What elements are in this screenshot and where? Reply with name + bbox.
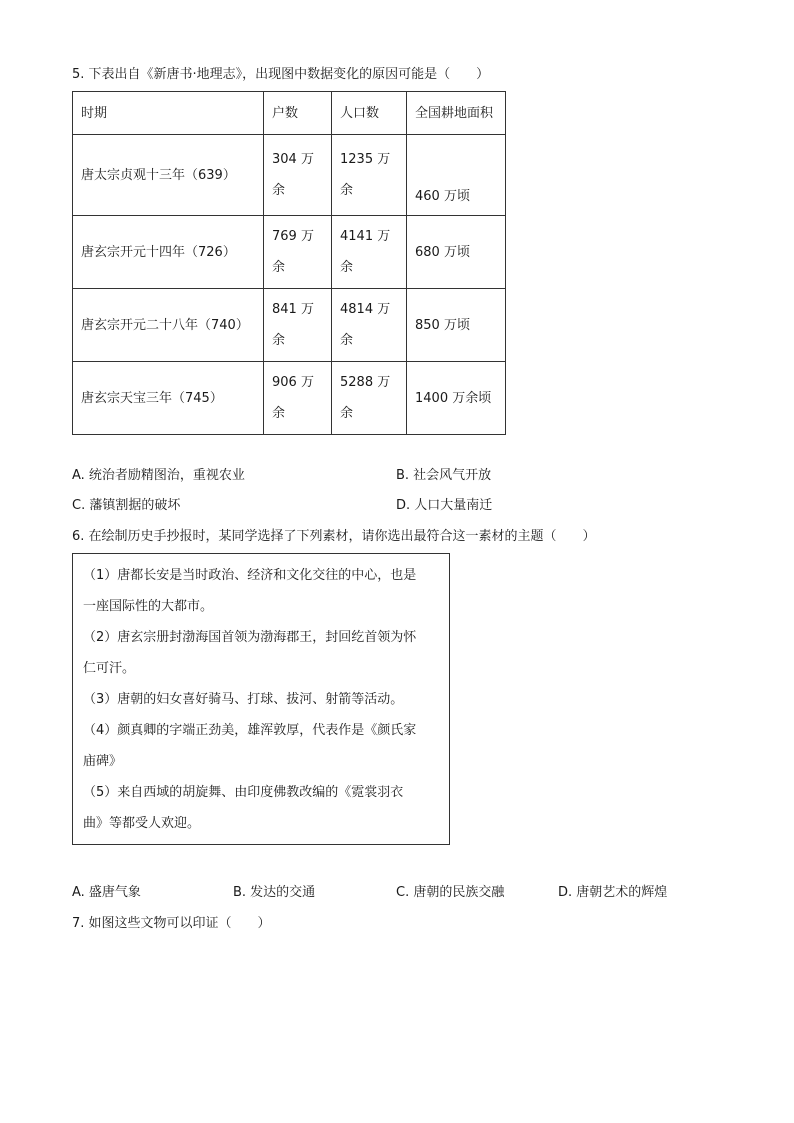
- q5-option-c[interactable]: C. 藩镇割据的破坏: [72, 498, 181, 513]
- question-5-stem: 5. 下表出自《新唐书·地理志》，出现图中数据变化的原因可能是（ ）: [72, 67, 490, 82]
- data-table: [72, 91, 506, 435]
- table-cell-period: 唐玄宗天宝三年（745）: [73, 362, 264, 435]
- material-line: （5）来自西域的胡旋舞、由印度佛教改编的《霓裳羽衣: [83, 785, 404, 800]
- table-cell-population: 4814 万 余: [332, 289, 407, 362]
- material-box: [72, 553, 450, 845]
- table-cell-period: 唐太宗贞观十三年（639）: [73, 135, 264, 216]
- table-row: [73, 289, 506, 362]
- table-cell-farmland: 680 万顷: [407, 216, 506, 289]
- q5-option-b[interactable]: B. 社会风气开放: [396, 468, 492, 483]
- q6-option-b[interactable]: B. 发达的交通: [233, 885, 316, 900]
- table-cell-population: 4141 万 余: [332, 216, 407, 289]
- q6-option-d[interactable]: D. 唐朝艺术的辉煌: [558, 885, 668, 900]
- question-7-stem: 7. 如图这些文物可以印证（ ）: [72, 916, 271, 931]
- q5-option-a[interactable]: A. 统治者励精图治，重视农业: [72, 468, 245, 483]
- table-cell-period: 唐玄宗开元二十八年（740）: [73, 289, 264, 362]
- table-row: [73, 216, 506, 289]
- table-row: [73, 362, 506, 435]
- q5-option-d[interactable]: D. 人口大量南迁: [396, 498, 493, 513]
- table-cell-farmland: 460 万顷: [407, 135, 506, 216]
- table-header-period: 时期: [73, 92, 264, 135]
- q6-option-a[interactable]: A. 盛唐气象: [72, 885, 141, 900]
- table-cell-households: 906 万 余: [264, 362, 332, 435]
- table-cell-farmland: 1400 万余顷: [407, 362, 506, 435]
- material-line: 曲》等都受人欢迎。: [83, 816, 201, 831]
- material-line: 仁可汗。: [83, 661, 136, 676]
- table-cell-period: 唐玄宗开元十四年（726）: [73, 216, 264, 289]
- question-6-stem: 6. 在绘制历史手抄报时，某同学选择了下列素材，请你选出最符合这一素材的主题（ ）: [72, 529, 596, 544]
- table-cell-households: 841 万 余: [264, 289, 332, 362]
- table-cell-households: 304 万 余: [264, 135, 332, 216]
- table-cell-households: 769 万 余: [264, 216, 332, 289]
- table-row: [73, 135, 506, 216]
- material-line: 一座国际性的大都市。: [83, 599, 214, 614]
- material-line: （3）唐朝的妇女喜好骑马、打球、拔河、射箭等活动。: [83, 692, 404, 707]
- material-line: （2）唐玄宗册封渤海国首领为渤海郡王，封回纥首领为怀: [83, 630, 417, 645]
- material-line: （1）唐都长安是当时政治、经济和文化交往的中心，也是: [83, 568, 417, 583]
- table-cell-farmland: 850 万顷: [407, 289, 506, 362]
- table-cell-population: 5288 万 余: [332, 362, 407, 435]
- table-cell-population: 1235 万 余: [332, 135, 407, 216]
- table-header-population: 人口数: [332, 92, 407, 135]
- q6-option-c[interactable]: C. 唐朝的民族交融: [396, 885, 505, 900]
- table-header-households: 户数: [264, 92, 332, 135]
- table-header-farmland: 全国耕地面积: [407, 92, 506, 135]
- table-header-row: [73, 92, 506, 135]
- material-line: 庙碑》: [83, 754, 123, 769]
- material-line: （4）颜真卿的字端正劲美，雄浑敦厚，代表作是《颜氏家: [83, 723, 417, 738]
